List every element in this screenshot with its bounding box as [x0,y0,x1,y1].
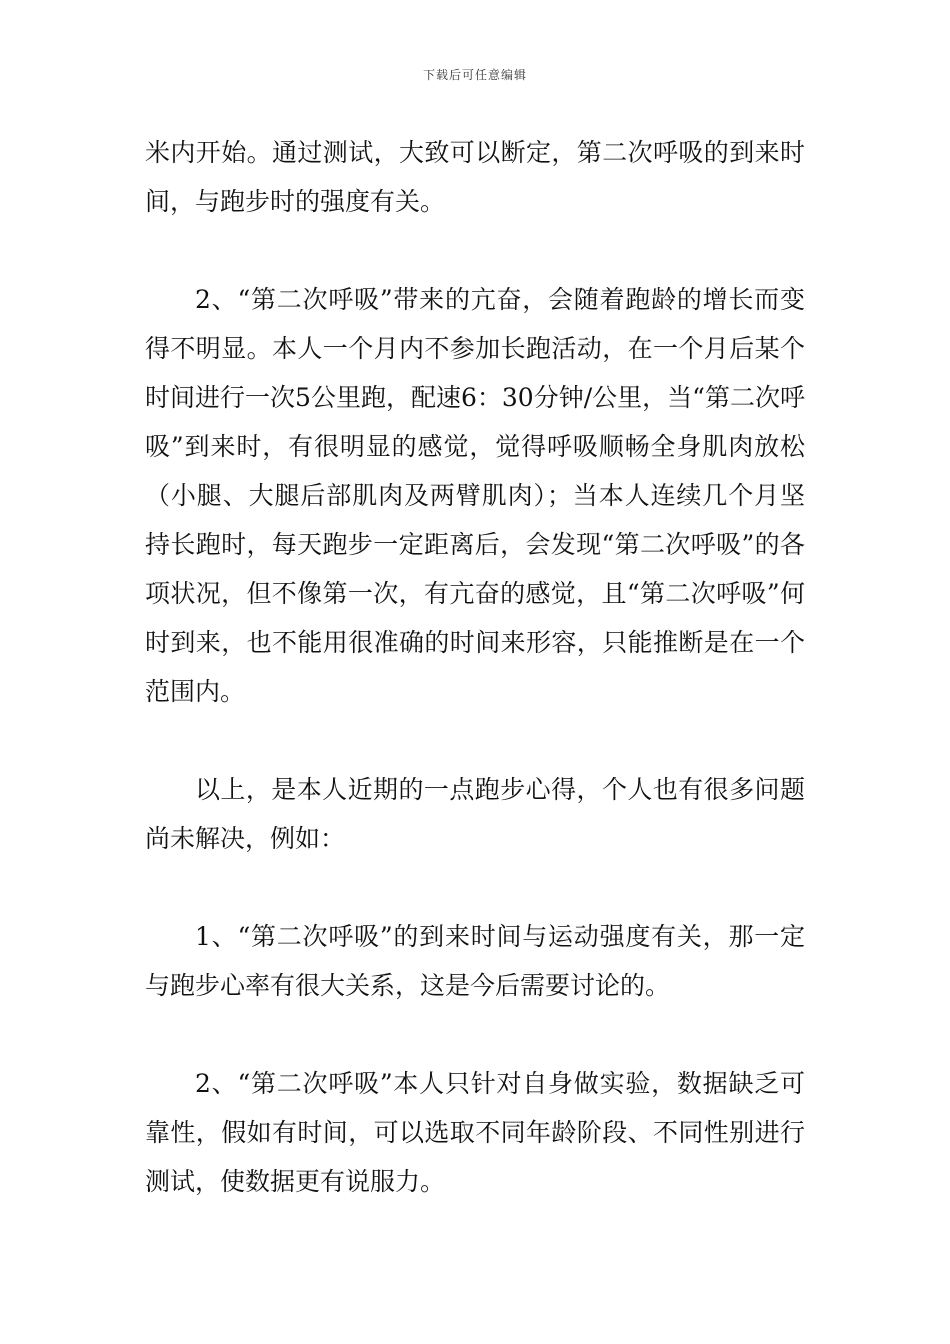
paragraph-point-2: 2、“第二次呼吸”带来的亢奋，会随着跑龄的增长而变得不明显。本人一个月内不参加长跑活动，在一个月后某个时间进行一次5公里跑，配速6：30分钟/公里，当“第二次呼吸”到来时，有很明显的感觉，觉得呼吸顺畅全身肌肉放松（小腿、大腿后部肌肉及两臂肌肉）；当本人连续几个月坚持长跑时，每天跑步一定距离后，会发现“第二次呼吸”的各项状况，但不像第一次，有亢奋的感觉，且“第二次呼吸”何时到来，也不能用很准确的时间来形容，只能推断是在一个范围内。 [145,285,805,706]
paragraph-summary: 以上，是本人近期的一点跑步心得，个人也有很多问题尚未解决，例如： [145,775,805,853]
page-header: 下载后可任意编辑 [422,68,527,82]
paragraph-question-2: 2、“第二次呼吸”本人只针对自身做实验，数据缺乏可靠性，假如有时间，可以选取不同年龄阶段、不同性别进行测试，使数据更有说服力。 [145,1069,805,1196]
document-body [145,128,805,1206]
paragraph-question-1: 1、“第二次呼吸”的到来时间与运动强度有关，那一定与跑步心率有很大关系，这是今后需要讨论的。 [145,922,805,1000]
paragraph-continuation: 米内开始。通过测试，大致可以断定，第二次呼吸的到来时间，与跑步时的强度有关。 [145,138,805,216]
